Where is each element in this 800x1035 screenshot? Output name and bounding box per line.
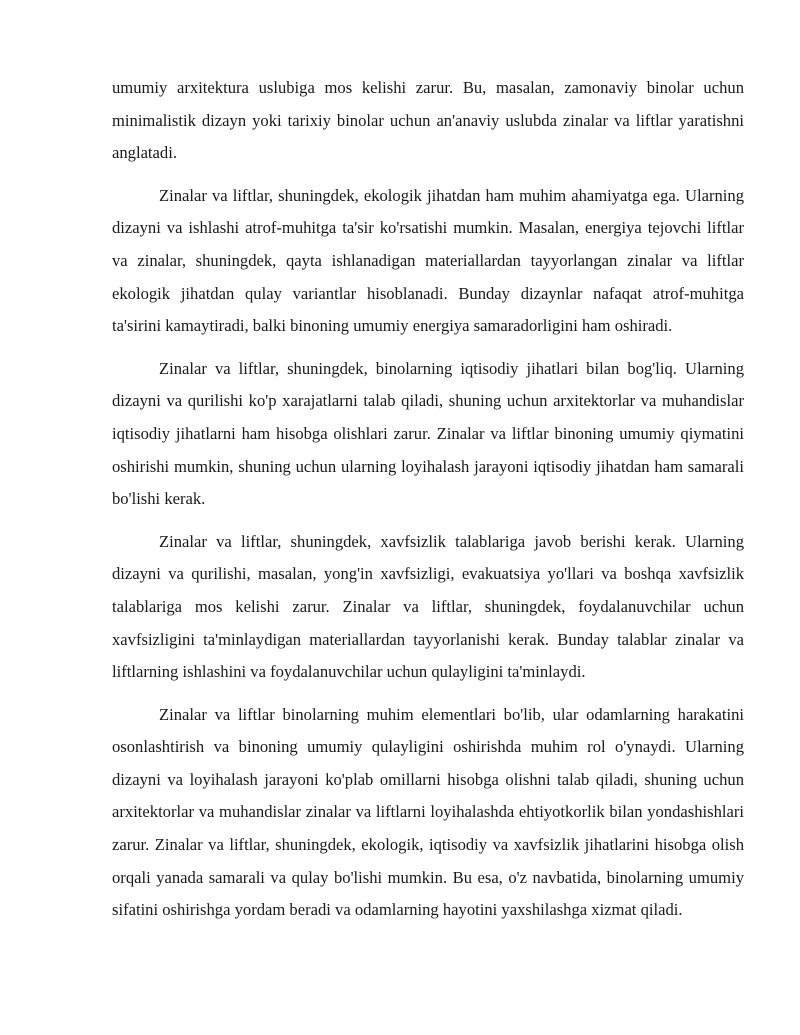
document-page: [112, 72, 744, 927]
paragraph-1: umumiy arxitektura uslubiga mos kelishi zarur. Bu, masalan, zamonaviy binolar uchun minimalistik dizayn yoki tarixiy binolar uchun an'anaviy uslubda zinalar va liftlar yaratishni anglatadi.: [112, 78, 744, 163]
paragraph-3: Zinalar va liftlar, shuningdek, binolarning iqtisodiy jihatlari bilan bog'liq. Ularning dizayni va qurilishi ko'p xarajatlarni talab qiladi, shuning uchun arxitektorlar va muhandislar iqtisodiy jihatlarni ham hisobga olishlari zarur. Zinalar va liftlar binoning umumiy qiymatini oshirishi mumkin, shuning uchun ularning loyihalash jarayoni iqtisodiy jihatdan ham samarali bo'lishi kerak.: [112, 358, 744, 509]
paragraph-5: Zinalar va liftlar binolarning muhim elementlari bo'lib, ular odamlarning harakatini osonlashtirish va binoning umumiy qulayligini oshirishda muhim rol o'ynaydi. Ularning dizayni va loyihalash jarayoni ko'plab omillarni hisobga olishni talab qiladi, shuning uchun arxitektorlar va muhandislar zinalar va liftlarni loyihalashda ehtiyotkorlik bilan yondashishlari zarur. Zinalar va liftlar, shuningdek, ekologik, iqtisodiy va xavfsizlik jihatlarini hisobga olish orqali yanada samarali va qulay bo'lishi mumkin. Bu esa, o'z navbatida, binolarning umumiy sifatini oshirishga yordam beradi va odamlarning hayotini yaxshilashga xizmat qiladi.: [112, 704, 744, 920]
paragraph-2: Zinalar va liftlar, shuningdek, ekologik jihatdan ham muhim ahamiyatga ega. Ularning dizayni va ishlashi atrof-muhitga ta'sir ko'rsatishi mumkin. Masalan, energiya tejovchi liftlar va zinalar, shuningdek, qayta ishlanadigan materiallardan tayyorlangan zinalar va liftlar ekologik jihatdan qulay variantlar hisoblanadi. Bunday dizaynlar nafaqat atrof-muhitga ta'sirini kamaytiradi, balki binoning umumiy energiya samaradorligini ham oshiradi.: [112, 185, 744, 336]
paragraph-4: Zinalar va liftlar, shuningdek, xavfsizlik talablariga javob berishi kerak. Ularning dizayni va qurilishi, masalan, yong'in xavfsizligi, evakuatsiya yo'llari va boshqa xavfsizlik talablariga mos kelishi zarur. Zinalar va liftlar, shuningdek, foydalanuvchilar uchun xavfsizligini ta'minlaydigan materiallardan tayyorlanishi kerak. Bunday talablar zinalar va liftlarning ishlashini va foydalanuvchilar uchun qulayligini ta'minlaydi.: [112, 531, 744, 682]
